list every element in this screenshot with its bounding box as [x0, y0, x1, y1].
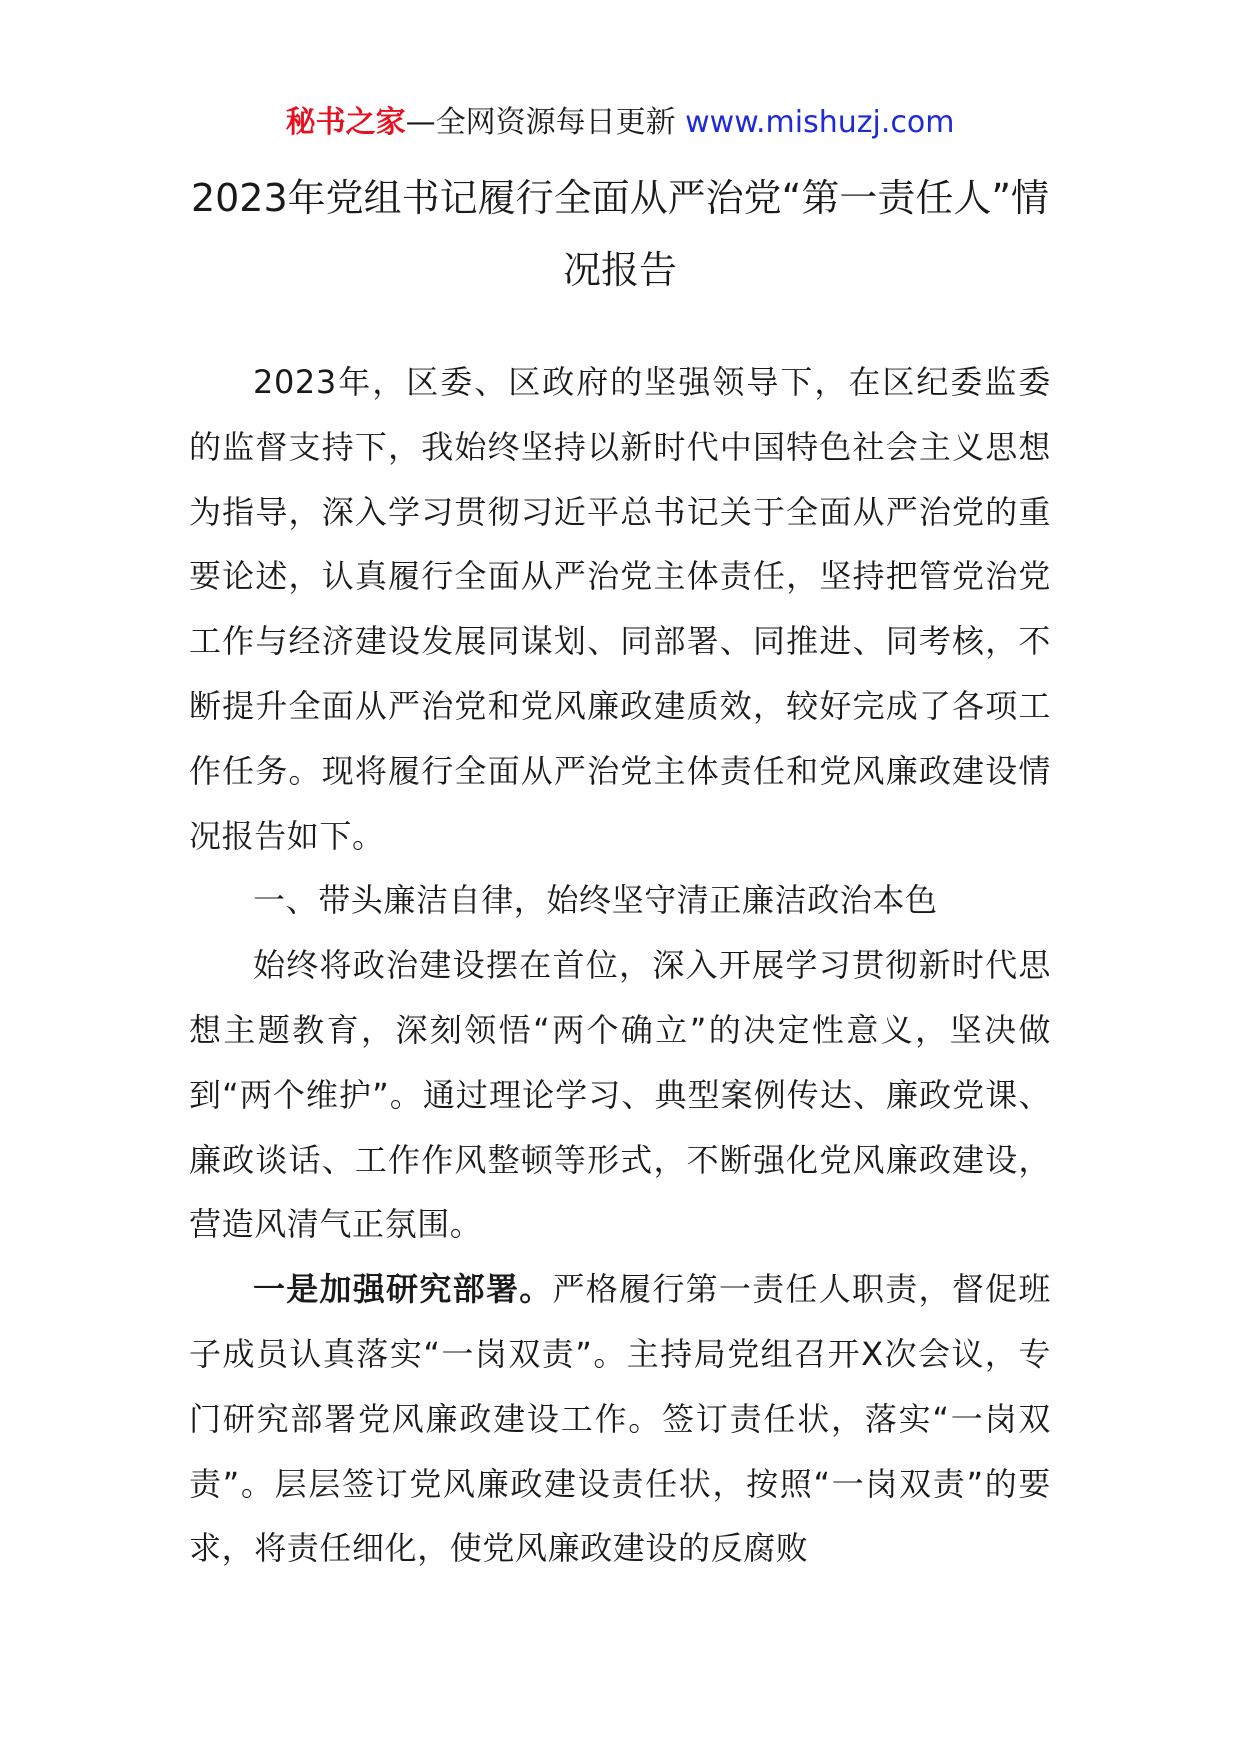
subsection-text: 严格履行第一责任人职责，督促班子成员认真落实“一岗双责”。主持局党组召开X次会议，专门研究部署党风廉政建设工作。签订责任状，落实“一岗双责”。层层签订党风廉政建设责任状，按照“一岗双责”的要求，将责任细化，使党风廉政建设的反腐败	[189, 1270, 1051, 1568]
intro-paragraph: 2023年，区委、区政府的坚强领导下，在区纪委监委的监督支持下，我始终坚持以新时代中国特色社会主义思想为指导，深入学习贯彻习近平总书记关于全面从严治党的重要论述，认真履行全面从严治党主体责任，坚持把管党治党工作与经济建设发展同谋划、同部署、同推进、同考核，不断提升全面从严治党和党风廉政建质效，较好完成了各项工作任务。现将履行全面从严治党主体责任和党风廉政建设情况报告如下。	[189, 363, 1051, 855]
document-title: 2023年党组书记履行全面从严治党“第一责任人”情况报告	[190, 176, 1050, 292]
subsection-paragraph	[189, 1257, 1051, 1581]
brand-name: 秘书之家	[285, 105, 406, 140]
website-link[interactable]: www.mishuzj.com	[685, 105, 955, 140]
document-body	[189, 350, 1051, 1581]
section-paragraph: 始终将政治建设摆在首位，深入开展学习贯彻新时代思想主题教育，深刻领悟“两个确立”的决定性意义，坚决做到“两个维护”。通过理论学习、典型案例传达、廉政党课、廉政谈话、工作作风整顿等形式，不断强化党风廉政建设，营造风清气正氛围。	[189, 946, 1051, 1244]
section-heading: 一、带头廉洁自律，始终坚守清正廉洁政治本色	[253, 881, 938, 920]
header-banner	[0, 100, 1240, 146]
banner-slogan: —全网资源每日更新	[405, 105, 686, 140]
subsection-lead: 一是加强研究部署。	[253, 1270, 553, 1309]
